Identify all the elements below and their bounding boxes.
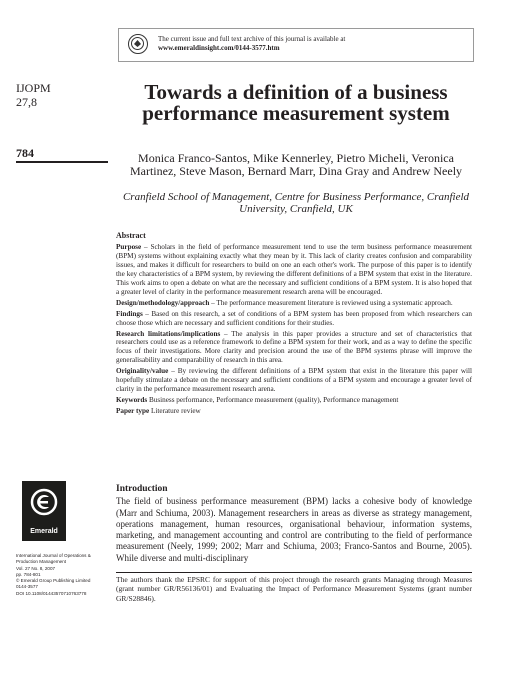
abstract-keywords — [116, 396, 472, 405]
abstract-text: Literature review — [149, 407, 201, 416]
abstract-label: Research limitations/implications — [116, 329, 221, 338]
abstract-label: Purpose — [116, 242, 142, 251]
journal-abbreviation: IJOPM — [16, 81, 51, 95]
abstract-label: Findings — [116, 309, 143, 318]
introduction-body: The field of business performance measurement (BPM) lacks a cohesive body of knowledge (Marr and Schiuma, 2003). Management researchers in areas as diverse as strategy management, operations management, human resources, organisational behaviour, information systems, marketing, and management accounting and control are contributing to the field of performance measurement (Neely, 1999; 2002; Marr and Schiuma, 2003; Franco-Santos and Bourne, 2005). While diverse and multi-disciplinary — [116, 496, 472, 563]
banner-url[interactable]: www.emeraldinsight.com/0144-3577.htm — [158, 44, 280, 52]
article-authors: Monica Franco-Santos, Mike Kennerley, Pietro Micheli, Veronica Martinez, Steve Mason, Bernard Marr, Dina Gray and Andrew Neely — [129, 151, 463, 178]
footnote-rule — [116, 572, 472, 573]
page-number: 784 — [16, 146, 34, 160]
abstract-text: – Scholars in the field of performance measurement tend to use the term business performance measurement (BPM) systems without explaining exactly what they mean by it. This lack of clarity creates confusion and comparability issues, and makes it difficult for researchers to build on one an each other's work. The purpose of this paper is to identify the key characteristics of a BPM system, by reviewing the different definitions of a BPM system that exist in the literature. This work aims to open a debate on what are the necessary and sufficient conditions of a BPM system. It is also hoped that a greater level of clarity in the performance measurement research arena will be encouraged. — [116, 242, 472, 296]
emerald-logo-text: Emerald — [30, 528, 58, 535]
abstract-text: – By reviewing the different definitions of a BPM system that exist in the literature this paper will hopefully stimulate a debate on the necessary and sufficient conditions of a BPM system and encourage a greater level of clarity in the performance measurement research arena. — [116, 367, 472, 394]
abstract-paper-type — [116, 407, 472, 416]
citation-line: Production Management — [16, 559, 67, 565]
abstract-purpose — [116, 243, 472, 297]
journal-volume: 27,8 — [16, 95, 37, 109]
abstract-heading: Abstract — [116, 231, 146, 240]
citation-line: pp. 784-801 — [16, 571, 41, 577]
banner-text: The current issue and full text archive of this journal is available at — [158, 35, 346, 43]
abstract-text: – The performance measurement literature is reviewed using a systematic approach. — [209, 298, 453, 307]
introduction-heading: Introduction — [116, 484, 168, 494]
author-affiliation: Cranfield School of Management, Centre for Business Performance, Cranfield University, Cranfield, UK — [122, 191, 470, 215]
emerald-ring-icon — [128, 34, 148, 54]
citation-line: © Emerald Group Publishing Limited — [16, 578, 91, 584]
acknowledgement-footnote: The authors thank the EPSRC for support of this project through the research grants Managing through Measures (grant number GR/R56136/01) and Evaluating the Impact of Performance Measurement Systems (grant number GR/S28846). — [116, 575, 472, 603]
citation-line: 0144-3577 — [16, 584, 38, 590]
citation-block — [16, 553, 111, 597]
abstract — [116, 232, 472, 418]
abstract-label: Originality/value — [116, 367, 169, 376]
abstract-design — [116, 299, 472, 308]
abstract-text: Business performance, Performance measurement (quality), Performance management — [147, 396, 399, 405]
citation-doi[interactable]: DOI 10.1108/01443570710763778 — [16, 590, 87, 596]
abstract-originality — [116, 367, 472, 394]
emerald-logo-icon — [28, 487, 60, 517]
abstract-text: – The analysis in this paper provides a structure and set of characteristics that researchers could use as a reference framework to define a BPM system for their work, and as a way to define the specific focus of their investigations. More clarity and precision around the use of the BPM systems phrase will improve the generalisability and comparability of research in this area. — [116, 329, 472, 365]
citation-line: International Journal of Operations & — [16, 553, 91, 558]
abstract-label: Design/methodology/approach — [116, 298, 210, 307]
article-title: Towards a definition of a business performance measurement system — [142, 80, 450, 125]
introduction — [116, 484, 472, 564]
abstract-findings — [116, 310, 472, 328]
abstract-label: Keywords — [116, 396, 148, 405]
abstract-text: – Based on this research, a set of conditions of a BPM system has been proposed from which researchers can choose those which are necessary and sufficient conditions for their studies. — [116, 309, 472, 327]
abstract-label: Paper type — [116, 407, 150, 416]
page-number-rule — [16, 161, 108, 163]
abstract-limitations — [116, 330, 472, 366]
citation-line: Vol. 27 No. 8, 2007 — [16, 565, 56, 571]
